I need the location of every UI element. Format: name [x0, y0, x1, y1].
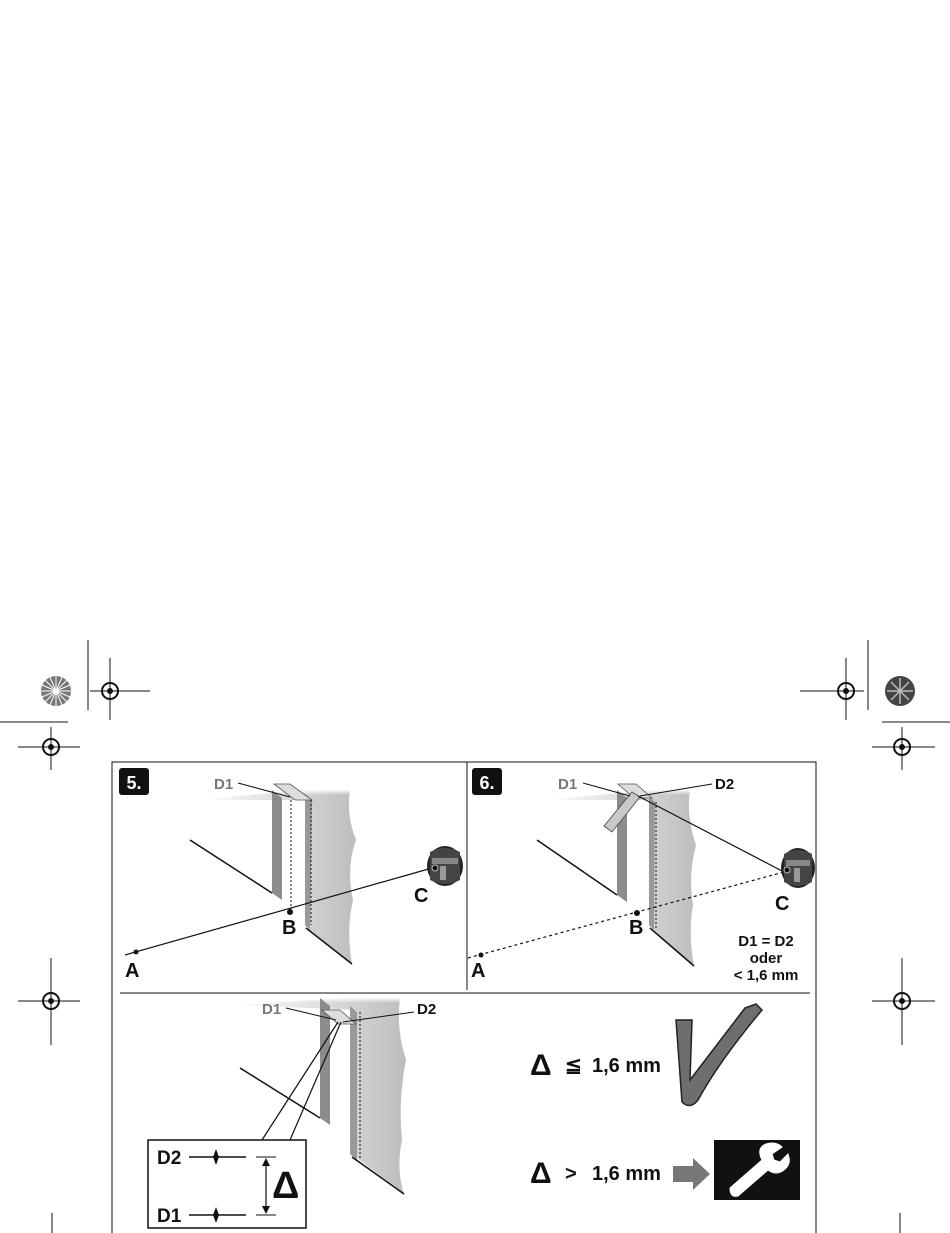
- condition-line-1: D1 = D2: [738, 933, 794, 950]
- result-ok-delta: Δ: [530, 1049, 552, 1082]
- label-c: C: [775, 893, 790, 915]
- label-c: C: [414, 885, 429, 907]
- label-a: A: [125, 960, 140, 982]
- result-ok-row: [530, 1004, 762, 1106]
- arrow-right-icon: [673, 1158, 710, 1190]
- label-b: B: [629, 917, 644, 939]
- point-a-mark: [479, 953, 484, 958]
- point-a-mark: [134, 950, 139, 955]
- inset-d1-label: D1: [157, 1206, 182, 1227]
- label-d1: D1: [214, 776, 234, 793]
- wrench-service-icon: [714, 1140, 804, 1204]
- label-d1: D1: [262, 1001, 282, 1018]
- registration-mark-icon: [800, 658, 864, 720]
- inset-delta-symbol: Δ: [272, 1165, 300, 1207]
- result-ok-value: 1,6 mm: [592, 1055, 661, 1077]
- label-d1: D1: [558, 776, 578, 793]
- step-5-number: 5.: [126, 773, 142, 793]
- label-a: A: [471, 960, 486, 982]
- panel-bottom: [148, 998, 804, 1228]
- label-d2: D2: [715, 776, 735, 793]
- result-ok-operator: ≦: [565, 1055, 582, 1077]
- registration-mark-icon: [90, 658, 150, 720]
- point-b-mark: [634, 910, 640, 916]
- registration-mark-icon: [872, 958, 935, 1045]
- result-fail-value: 1,6 mm: [592, 1163, 661, 1185]
- registration-mark-icon: [872, 727, 935, 770]
- condition-line-2: oder: [749, 950, 783, 967]
- step-6-number: 6.: [479, 773, 495, 793]
- check-mark-icon: [676, 1004, 762, 1106]
- label-d2: D2: [417, 1001, 437, 1018]
- registration-mark-icon: [18, 727, 80, 770]
- starburst-registration-icon: [885, 676, 915, 706]
- result-fail-delta: Δ: [530, 1157, 552, 1190]
- panel-5: [119, 768, 463, 982]
- wall-and-door: [537, 784, 696, 966]
- panel-6: [468, 768, 815, 984]
- result-fail-operator: >: [565, 1163, 577, 1185]
- label-b: B: [282, 917, 297, 939]
- print-marks: [0, 640, 950, 1233]
- point-b-mark: [287, 909, 293, 915]
- condition-line-3: < 1,6 mm: [733, 967, 799, 984]
- wall-and-door: [190, 784, 356, 964]
- starburst-registration-icon: [41, 676, 71, 706]
- result-fail-row: [530, 1140, 804, 1204]
- delta-inset: [148, 1140, 306, 1228]
- inset-d2-label: D2: [157, 1148, 182, 1169]
- laser-device-icon: [427, 846, 463, 886]
- registration-mark-icon: [18, 958, 80, 1045]
- laser-device-icon: [781, 848, 815, 888]
